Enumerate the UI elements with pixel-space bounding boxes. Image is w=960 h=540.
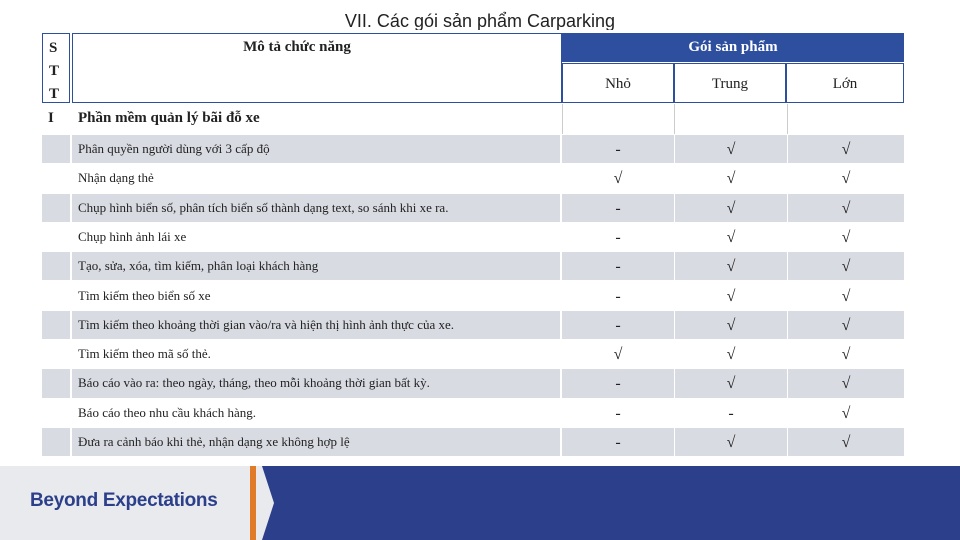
row-number-cell [42, 223, 70, 251]
section-cell-medium [674, 104, 788, 134]
row-large-cell [788, 428, 904, 456]
section-title: Phần mềm quản lý bãi đỗ xe [78, 110, 260, 126]
row-small-mark: - [615, 434, 621, 451]
row-small-cell [562, 369, 674, 397]
row-large-mark: √ [841, 404, 851, 422]
row-medium-mark: √ [726, 287, 736, 305]
row-large-mark: √ [841, 170, 851, 188]
row-large-mark: √ [841, 287, 851, 305]
row-large-mark: √ [841, 346, 851, 364]
row-medium-cell [675, 369, 787, 397]
row-medium-mark: √ [726, 258, 736, 276]
row-description: Báo cáo theo nhu cầu khách hàng. [78, 404, 256, 420]
row-small-cell [562, 223, 674, 251]
row-description-cell [72, 223, 560, 251]
row-small-mark: - [615, 141, 621, 158]
header-col-medium-label: Trung [711, 76, 749, 92]
row-description: Tạo, sửa, xóa, tìm kiếm, phân loại khách hàng [78, 258, 319, 274]
row-number-cell [42, 194, 70, 222]
table-row [42, 194, 904, 222]
row-small-cell [562, 164, 674, 192]
row-small-mark: - [615, 375, 621, 393]
row-description: Báo cáo vào ra: theo ngày, tháng, theo mỗi khoảng thời gian bất kỳ. [78, 375, 430, 391]
row-description-cell [72, 282, 560, 310]
row-small-cell [562, 135, 674, 163]
row-medium-cell [675, 311, 787, 339]
row-description-cell [72, 135, 560, 163]
row-number-cell [42, 340, 70, 368]
row-large-cell [788, 399, 904, 427]
header-packages-label: Gói sản phẩm [688, 39, 778, 55]
row-medium-cell [675, 164, 787, 192]
row-large-cell [788, 135, 904, 163]
row-medium-mark: - [728, 404, 734, 422]
row-small-mark: - [615, 316, 621, 334]
footer-logo-area [0, 466, 262, 540]
row-number-cell [42, 164, 70, 192]
page-title: VII. Các gói sản phẩm Carparking [344, 11, 616, 30]
table-row [42, 399, 904, 427]
row-description-cell [72, 399, 560, 427]
row-description-cell [72, 369, 560, 397]
row-small-cell [562, 340, 674, 368]
footer-slogan: Beyond Expectations [30, 490, 218, 511]
table-row [42, 135, 904, 163]
row-large-cell [788, 194, 904, 222]
table-row [42, 252, 904, 280]
row-large-cell [788, 369, 904, 397]
table-row [42, 369, 904, 397]
row-description: Chụp hình biển số, phân tích biển số thành dạng text, so sánh khi xe ra. [78, 199, 449, 215]
row-description-cell [72, 340, 560, 368]
header-col-medium [674, 63, 786, 103]
header-col-large [786, 63, 904, 103]
table-row [42, 311, 904, 339]
row-description-cell [72, 311, 560, 339]
row-medium-mark: √ [726, 228, 736, 246]
row-large-cell [788, 311, 904, 339]
row-description: Đưa ra cảnh báo khi thẻ, nhận dạng xe không hợp lệ [78, 434, 350, 449]
row-medium-mark: √ [726, 434, 736, 451]
row-large-cell [788, 223, 904, 251]
header-col-large-label: Lớn [832, 76, 858, 92]
header-description [72, 33, 562, 103]
row-large-mark: √ [841, 434, 851, 451]
row-large-mark: √ [841, 375, 851, 393]
row-description: Nhận dạng thẻ [78, 170, 154, 186]
row-small-cell [562, 194, 674, 222]
footer-banner [0, 466, 960, 540]
row-medium-mark: √ [726, 199, 736, 217]
row-small-cell [562, 252, 674, 280]
footer-accent-stripe [250, 466, 256, 540]
row-large-mark: √ [841, 199, 851, 217]
row-number-cell [42, 311, 70, 339]
row-medium-cell [675, 194, 787, 222]
row-medium-cell [675, 282, 787, 310]
table-row [42, 223, 904, 251]
row-large-cell [788, 252, 904, 280]
table-row [42, 428, 904, 456]
header-stt-label: S T T [49, 40, 60, 102]
row-medium-mark: √ [726, 346, 736, 364]
row-large-cell [788, 164, 904, 192]
row-medium-cell [675, 223, 787, 251]
row-small-mark: - [615, 404, 621, 422]
row-description-cell [72, 194, 560, 222]
row-description-cell [72, 428, 560, 456]
row-medium-mark: √ [726, 375, 736, 393]
row-small-mark: √ [613, 346, 623, 364]
row-description: Tìm kiếm theo khoảng thời gian vào/ra và hiện thị hình ảnh thực của xe. [78, 316, 455, 332]
table-row [42, 164, 904, 192]
table-row [42, 282, 904, 310]
row-small-mark: - [615, 258, 621, 276]
row-number-cell [42, 282, 70, 310]
row-large-mark: √ [841, 141, 851, 158]
row-small-mark: √ [613, 170, 623, 188]
row-small-mark: - [615, 287, 621, 305]
row-small-cell [562, 311, 674, 339]
header-col-small-label: Nhỏ [605, 76, 631, 92]
row-description: Tìm kiếm theo biển số xe [78, 287, 211, 303]
row-medium-cell [675, 340, 787, 368]
row-small-cell [562, 428, 674, 456]
row-description: Tìm kiếm theo mã số thẻ. [78, 346, 211, 362]
row-large-mark: √ [841, 316, 851, 334]
header-packages [562, 33, 904, 62]
row-description-cell [72, 164, 560, 192]
header-col-small [562, 63, 674, 103]
row-number-cell [42, 135, 70, 163]
header-description-label: Mô tả chức năng [243, 39, 351, 55]
row-medium-mark: √ [726, 316, 736, 334]
row-description: Chụp hình ảnh lái xe [78, 228, 187, 244]
row-medium-mark: √ [726, 170, 736, 188]
row-medium-cell [675, 135, 787, 163]
row-medium-cell [675, 428, 787, 456]
row-small-cell [562, 399, 674, 427]
row-large-mark: √ [841, 258, 851, 276]
section-number: I [48, 110, 54, 126]
section-cell-small [562, 104, 675, 134]
row-description: Phân quyền người dùng với 3 cấp độ [78, 141, 270, 156]
row-number-cell [42, 369, 70, 397]
row-large-cell [788, 282, 904, 310]
table-row [42, 340, 904, 368]
row-number-cell [42, 399, 70, 427]
row-medium-cell [675, 252, 787, 280]
footer-tab-shape [262, 466, 274, 540]
row-medium-mark: √ [726, 141, 736, 158]
row-number-cell [42, 252, 70, 280]
row-small-mark: - [615, 199, 621, 217]
row-medium-cell [675, 399, 787, 427]
row-small-cell [562, 282, 674, 310]
section-row [42, 104, 904, 134]
row-description-cell [72, 252, 560, 280]
row-large-cell [788, 340, 904, 368]
row-large-mark: √ [841, 228, 851, 246]
row-number-cell [42, 428, 70, 456]
row-small-mark: - [615, 228, 621, 246]
